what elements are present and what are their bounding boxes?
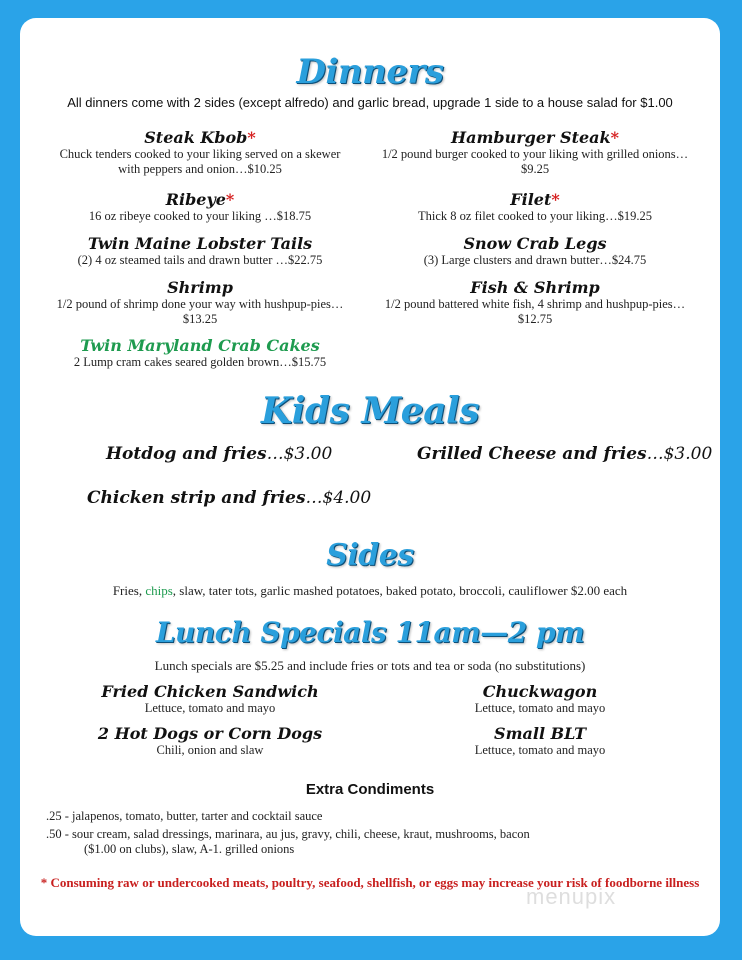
sides-text-before: Fries, (112, 583, 146, 598)
item-name: Hamburger Steak (451, 128, 611, 147)
menu-card (20, 18, 720, 936)
item-desc: (3) Large clusters and drawn butter…$24.75 (423, 253, 647, 267)
kids-item-grilled-cheese (417, 444, 712, 464)
lunch-item-chuckwagon (400, 682, 680, 716)
dinners-title: Dinners (296, 52, 444, 92)
item-desc: 1/2 pound battered white fish, 4 shrimp and hushpup-pies…$12.75 (384, 297, 686, 326)
item-name: Chuckwagon (482, 682, 598, 701)
lunch-item-hot-dogs (60, 724, 360, 758)
item-name: Twin Maryland Crab Cakes (80, 336, 320, 355)
item-name: Twin Maine Lobster Tails (87, 234, 313, 253)
item-desc: 1/2 pound burger cooked to your liking with grilled onions…$9.25 (381, 147, 689, 176)
kids-item-chicken-strip (87, 488, 371, 508)
condiments-title: Extra Condiments (305, 781, 435, 798)
sides-text-after: , slaw, tater tots, garlic mashed potatoes, baked potato, broccoli, cauliflower $2.00 each (172, 583, 628, 598)
item-name: Chicken strip and fries (87, 488, 306, 508)
kids-title: Kids Meals (261, 390, 479, 432)
condiments-line-50-cont: ($1.00 on clubs), slaw, A-1. grilled onions (84, 842, 295, 856)
item-price: …$3.00 (646, 444, 713, 464)
item-desc: Lettuce, tomato and mayo (474, 701, 606, 715)
item-desc: Chili, onion and slaw (156, 743, 264, 757)
food-safety-warning: * Consuming raw or undercooked meats, poultry, seafood, shellfish, or eggs may increase your risk of foodborne illness (40, 875, 700, 890)
star-mark: * (247, 128, 256, 147)
dinner-item-hamburger-steak (375, 128, 695, 177)
star-mark: * (225, 190, 235, 209)
dinner-item-shrimp (50, 278, 350, 327)
item-name: Filet (510, 190, 552, 209)
item-desc: Chuck tenders cooked to your liking served on a skewer with peppers and onion…$10.25 (59, 147, 341, 176)
condiments-line-25: .25 - jalapenos, tomato, butter, tarter and cocktail sauce (46, 809, 323, 823)
item-desc: 2 Lump cram cakes seared golden brown…$15.75 (73, 355, 327, 369)
item-price: …$3.00 (266, 444, 333, 464)
lunch-item-fried-chicken (60, 682, 360, 716)
item-desc: Lettuce, tomato and mayo (474, 743, 606, 757)
item-desc: 16 oz ribeye cooked to your liking …$18.75 (88, 209, 312, 223)
item-name: Shrimp (167, 278, 233, 297)
star-mark: * (610, 128, 619, 147)
kids-item-hotdog (106, 444, 332, 464)
item-name: Grilled Cheese and fries (417, 444, 647, 464)
item-name: Fish & Shrimp (470, 278, 600, 297)
sides-title: Sides (326, 538, 414, 573)
item-name: Hotdog and fries (106, 444, 267, 464)
dinner-item-crab-cakes (50, 336, 350, 370)
dinner-item-steak-kbob (50, 128, 350, 177)
item-name: Steak Kbob (144, 128, 248, 147)
item-name: Fried Chicken Sandwich (101, 682, 319, 701)
item-name: Small BLT (494, 724, 586, 743)
item-name: Ribeye (165, 190, 226, 209)
dinner-item-lobster-tails (50, 234, 350, 268)
condiments-line-50: .50 - sour cream, salad dressings, marinara, au jus, gravy, chili, cheese, kraut, mushrooms, bacon (46, 827, 530, 841)
menupix-watermark: menupix (526, 884, 617, 909)
item-desc: (2) 4 oz steamed tails and drawn butter …$22.75 (77, 253, 323, 267)
item-desc: Thick 8 oz filet cooked to your liking…$19.25 (418, 209, 652, 223)
lunch-item-small-blt (400, 724, 680, 758)
item-name: Snow Crab Legs (463, 234, 607, 253)
star-mark: * (551, 190, 560, 209)
item-desc: Lettuce, tomato and mayo (144, 701, 276, 715)
lunch-intro: Lunch specials are $5.25 and include fries or tots and tea or soda (no substitutions) (154, 658, 586, 673)
dinners-intro: All dinners come with 2 sides (except alfredo) and garlic bread, upgrade 1 side to a house salad for $1.00 (67, 95, 673, 110)
dinner-item-snow-crab (375, 234, 695, 268)
item-desc: 1/2 pound of shrimp done your way with hushpup-pies…$13.25 (56, 297, 344, 326)
sides-chips: chips (145, 583, 173, 598)
item-price: …$4.00 (305, 488, 372, 508)
dinner-item-ribeye (50, 190, 350, 224)
dinner-item-filet (375, 190, 695, 224)
item-name: 2 Hot Dogs or Corn Dogs (97, 724, 323, 743)
lunch-title: Lunch Specials 11am—2 pm (155, 616, 585, 649)
sides-list (20, 583, 720, 599)
dinner-item-fish-shrimp (375, 278, 695, 327)
